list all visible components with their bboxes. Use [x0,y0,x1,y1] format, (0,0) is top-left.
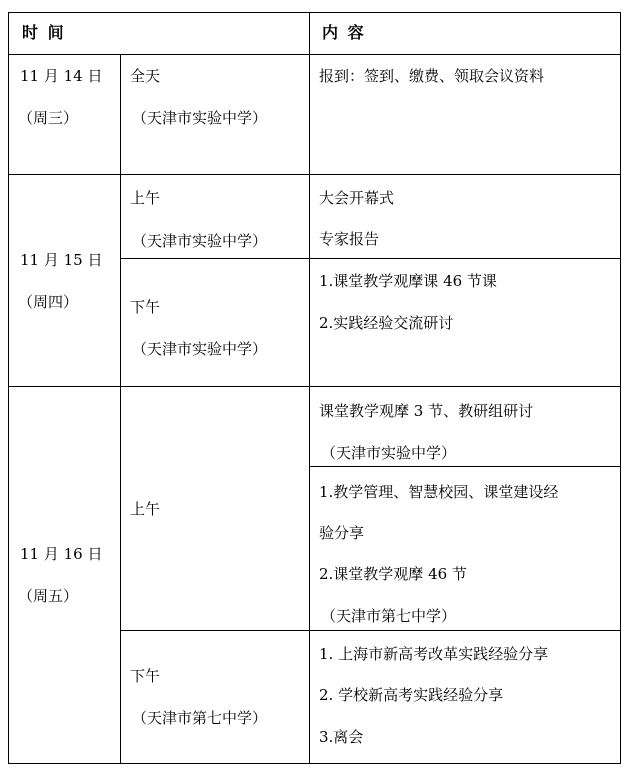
day2-afternoon-item: 1.课堂教学观摩课 46 节课 [319,272,497,290]
day1-weekday: （周三） [18,109,79,127]
day3-morning-item: 课堂教学观摩 3 节、教研组研讨 [319,402,534,420]
schedule-table [8,12,621,764]
table-border-right [620,12,621,764]
column-divider-content [309,12,310,764]
day2-weekday: （周四） [18,293,79,311]
day3-afternoon-item: 3.离会 [319,728,364,746]
table-border-top [8,12,621,13]
header-content: 内 容 [322,23,366,42]
day3-morning-period: 上午 [130,500,161,518]
day3-date: 11 月 16 日 [20,545,103,563]
table-border-left [8,12,9,764]
day3-afternoon-item: 1. 上海市新高考改革实践经验分享 [319,645,549,663]
day2-afternoon-venue: （天津市实验中学） [132,340,268,358]
day2-morning-item: 大会开幕式 [319,189,395,207]
day3-afternoon-period: 下午 [130,667,161,685]
day1-item: 报到：签到、缴费、领取会议资料 [319,67,545,85]
day2-afternoon-item: 2.实践经验交流研讨 [319,314,454,332]
day3-morning-item: 2.课堂教学观摩 46 节 [319,565,467,583]
day3-weekday: （周五） [18,587,79,605]
row-divider-day2-am [120,258,621,259]
day2-date: 11 月 15 日 [20,251,103,269]
day1-date: 11 月 14 日 [20,67,103,85]
day2-morning-venue: （天津市实验中学） [132,232,268,250]
day3-morning-item: 验分享 [319,524,365,542]
day1-period: 全天 [130,67,161,85]
day3-morning-item: 1.教学管理、智慧校园、课堂建设经 [319,483,559,501]
header-divider [8,54,621,55]
row-divider-day3-block [309,466,621,467]
day2-morning-period: 上午 [130,189,161,207]
day3-morning-venue: （天津市实验中学） [321,444,457,462]
row-divider-day3-am [120,630,621,631]
day3-afternoon-venue: （天津市第七中学） [132,709,268,727]
day3-afternoon-item: 2. 学校新高考实践经验分享 [319,686,504,704]
table-border-bottom [8,763,621,764]
column-divider-period [120,54,121,764]
day1-venue: （天津市实验中学） [132,109,268,127]
row-divider-day1 [8,174,621,175]
day2-afternoon-period: 下午 [130,298,161,316]
day2-morning-item: 专家报告 [319,230,380,248]
header-time: 时 间 [22,23,66,42]
row-divider-day2 [8,386,621,387]
day3-morning-venue: （天津市第七中学） [321,607,457,625]
